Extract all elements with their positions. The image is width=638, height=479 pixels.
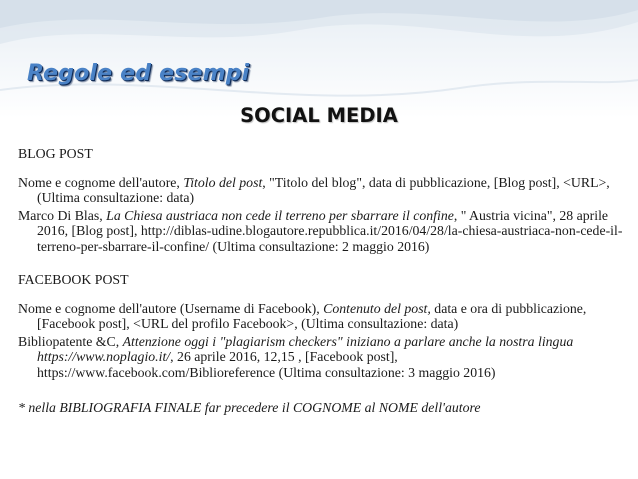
facebook-post-template: Nome e cognome dell'autore (Username di Facebook), Contenuto del post, data e ora di pubblicazione, [Facebook post], <URL del profilo Facebook>, (Ultima consultazione: data) — [18, 300, 587, 331]
slide-subtitle: SOCIAL MEDIA — [240, 104, 398, 127]
facebook-post-heading: FACEBOOK POST — [18, 272, 129, 287]
footnote: * nella BIBLIOGRAFIA FINALE far precedere il COGNOME al NOME dell'autore — [18, 400, 481, 415]
facebook-post-example: Bibliopatente &C, Attenzione oggi i "plagiarism checkers" iniziano a parlare anche la nostra lingua https://www.noplagio.it/, 26 aprile 2016, 12,15 , [Facebook post], https://www.facebook.com/Biblioreference (Ultima consultazione: 3 maggio 2016) — [18, 333, 574, 380]
blog-post-example: Marco Di Blas, La Chiesa austriaca non cede il terreno per sbarrare il confine, " Austria vicina", 28 aprile 2016, [Blog post], http://diblas-udine.blogautore.repubblica.it/2016/04/28/la-chiesa-austriaca-non-cede-il-terreno-per-sbarrare-il-confine/ (Ultima consultazione: 2 maggio 2016) — [18, 207, 623, 254]
blog-post-template: Nome e cognome dell'autore, Titolo del post, "Titolo del blog", data di pubblicazione, [Blog post], <URL>, (Ultima consultazione: data) — [18, 174, 610, 205]
decorative-wave — [0, 0, 638, 120]
slide-body — [18, 146, 630, 418]
blog-post-heading: BLOG POST — [18, 146, 93, 161]
slide-title: Regole ed esempi — [27, 61, 250, 86]
